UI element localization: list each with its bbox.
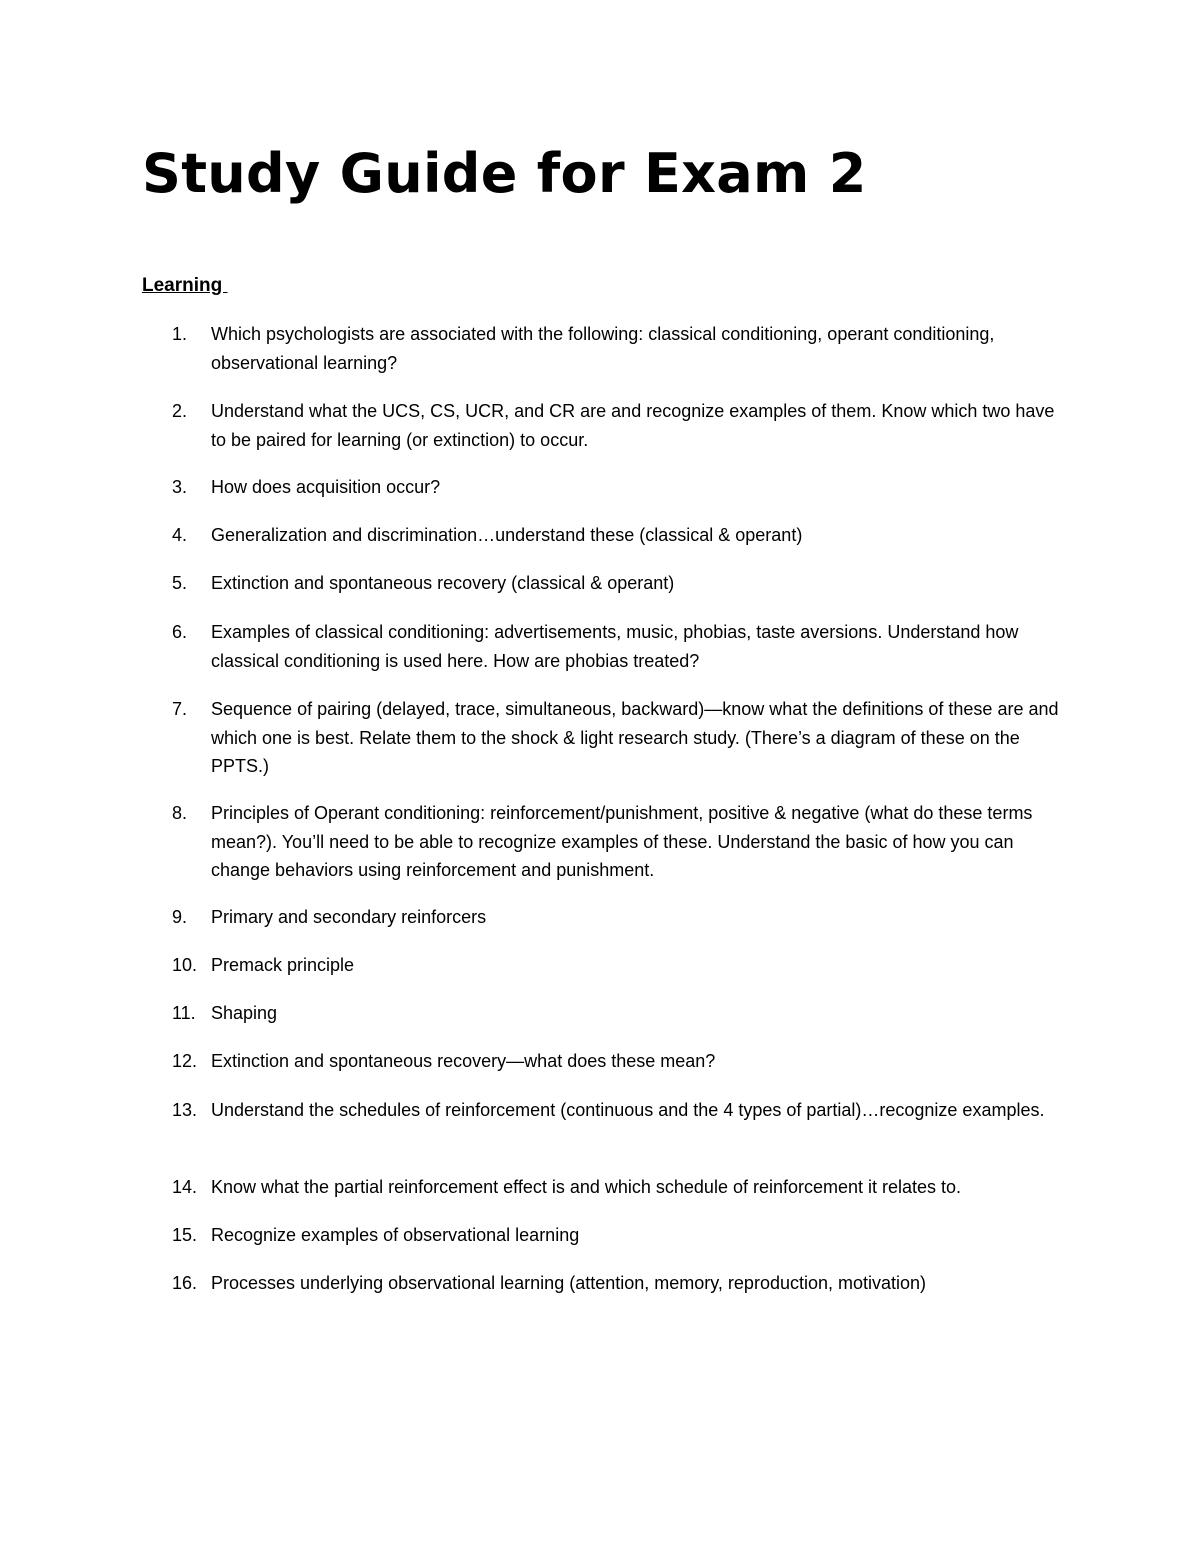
item-text: Primary and secondary reinforcers <box>211 907 487 927</box>
item-number: 16. <box>172 1273 198 1293</box>
item-text: Shaping <box>211 1003 278 1023</box>
item-number: 14. <box>172 1177 198 1197</box>
item-number: 6. <box>172 622 188 642</box>
item-number: 1. <box>172 324 188 344</box>
item-number: 11. <box>172 1003 196 1023</box>
item-number: 9. <box>172 907 188 927</box>
item-number: 7. <box>172 699 188 719</box>
item-number: 3. <box>172 477 188 497</box>
item-number: 4. <box>172 525 188 545</box>
item-number: 15. <box>172 1225 198 1245</box>
item-text: Premack principle <box>211 955 355 975</box>
item-number: 12. <box>172 1051 198 1071</box>
item-text: Principles of Operant conditioning: reinforcement/punishment, positive & negative (what do these terms mean?). You’ll need to be able to recognize examples of these. Understand the basic of how you can change behaviors using reinforcement and punishment. <box>211 803 1033 880</box>
item-number: 8. <box>172 803 188 823</box>
item-text: Recognize examples of observational learning <box>211 1225 580 1245</box>
item-text: Know what the partial reinforcement effect is and which schedule of reinforcement it relates to. <box>211 1177 962 1197</box>
item-text: Understand the schedules of reinforcement (continuous and the 4 types of partial)…recognize examples. <box>211 1100 1045 1120</box>
item-text: How does acquisition occur? <box>211 477 441 497</box>
item-text: Sequence of pairing (delayed, trace, simultaneous, backward)—know what the definitions of these are and which one is best. Relate them to the shock & light research study. (There’s a diagram of these on the PPTS.) <box>211 699 1059 776</box>
item-number: 10. <box>172 955 198 975</box>
section-heading-learning: Learning <box>142 275 228 296</box>
item-text: Generalization and discrimination…understand these (classical & operant) <box>211 525 803 545</box>
item-text: Understand what the UCS, CS, UCR, and CR are and recognize examples of them. Know which two have to be paired for learning (or extinction) to occur. <box>211 401 1055 450</box>
item-text: Processes underlying observational learning (attention, memory, reproduction, motivation) <box>211 1273 927 1293</box>
item-number: 13. <box>172 1100 198 1120</box>
item-number: 2. <box>172 401 188 421</box>
item-text: Which psychologists are associated with the following: classical conditioning, operant conditioning, observational learning? <box>211 324 995 373</box>
item-text: Examples of classical conditioning: advertisements, music, phobias, taste aversions. Understand how classical conditioning is used here. How are phobias treated? <box>211 622 1019 671</box>
page-title: Study Guide for Exam 2 <box>142 142 867 205</box>
item-text: Extinction and spontaneous recovery—what does these mean? <box>211 1051 716 1071</box>
item-text: Extinction and spontaneous recovery (classical & operant) <box>211 573 675 593</box>
item-number: 5. <box>172 573 188 593</box>
